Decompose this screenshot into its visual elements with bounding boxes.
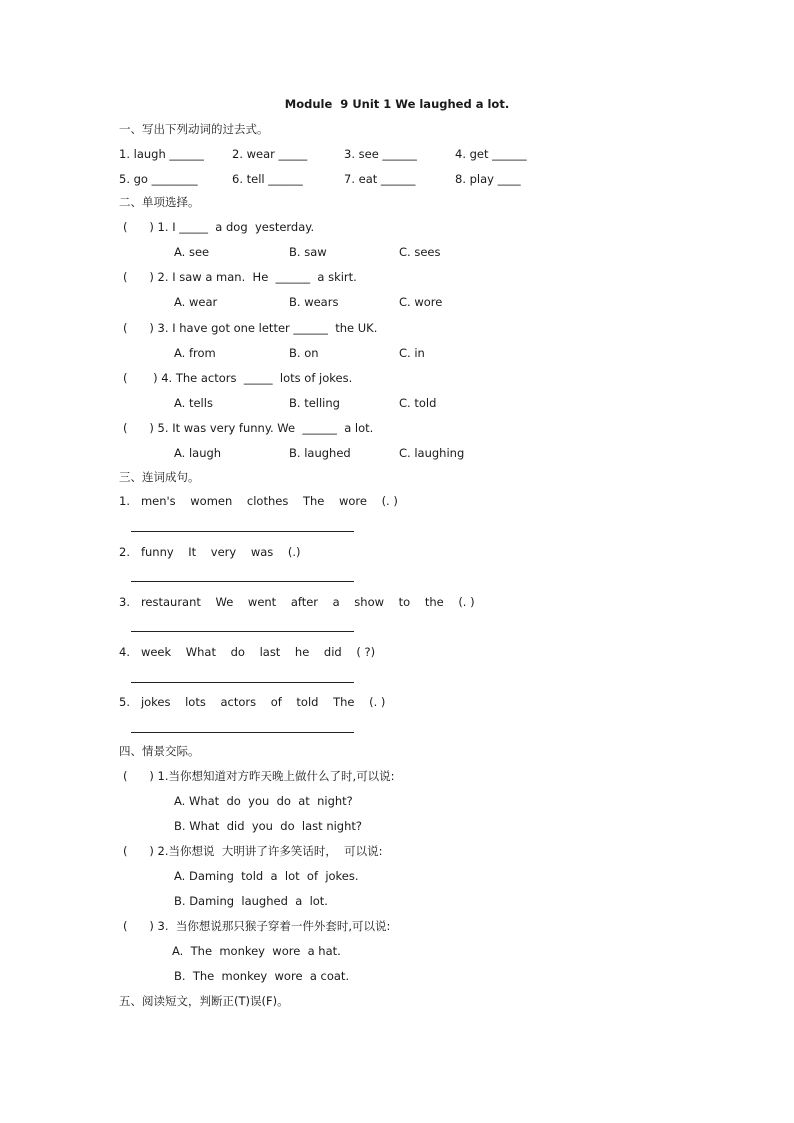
dialogue-question: ( ) 3. 当你想说那只猴子穿着一件外套时,可以说: — [123, 919, 391, 933]
verb-item: 8. play ____ — [455, 172, 521, 186]
option-b: B. What did you do last night? — [174, 819, 363, 833]
option-b: B. Daming laughed a lot. — [174, 894, 328, 908]
option-a: A. from — [174, 346, 216, 360]
choice-question: ( ) 4. The actors _____ lots of jokes. — [123, 371, 353, 385]
answer-line — [131, 732, 354, 733]
option-a: A. tells — [174, 396, 213, 410]
option-a: A. laugh — [174, 446, 222, 460]
verb-item: 4. get ______ — [455, 147, 527, 161]
option-b: B. on — [289, 346, 319, 360]
page-title: Module 9 Unit 1 We laughed a lot. — [284, 97, 510, 111]
option-b: B. saw — [289, 245, 327, 259]
choice-question: ( ) 1. I _____ a dog yesterday. — [123, 220, 315, 234]
answer-line — [131, 531, 354, 532]
choice-question: ( ) 5. It was very funny. We ______ a lot. — [123, 421, 374, 435]
choice-question: ( ) 3. I have got one letter ______ the UK. — [123, 321, 378, 335]
option-c: C. told — [399, 396, 437, 410]
option-a: A. Daming told a lot of jokes. — [174, 869, 359, 883]
verb-item: 5. go ________ — [119, 172, 198, 186]
dialogue-question: ( ) 1.当你想知道对方昨天晚上做什么了时,可以说: — [123, 769, 395, 783]
scrambled-sentence: 1. men's women clothes The wore (. ) — [119, 494, 398, 508]
option-b: B. wears — [289, 295, 339, 309]
answer-line — [131, 581, 354, 582]
section-5-heading: 五、阅读短文，判断正(T)误(F)。 — [119, 994, 289, 1008]
option-a: A. wear — [174, 295, 218, 309]
section-3-heading: 三、连词成句。 — [119, 470, 200, 484]
option-a: A. What do you do at night? — [174, 794, 353, 808]
section-2-heading: 二、单项选择。 — [119, 195, 200, 209]
option-c: C. laughing — [399, 446, 465, 460]
option-b: B. telling — [289, 396, 340, 410]
option-c: C. wore — [399, 295, 443, 309]
scrambled-sentence: 2. funny It very was (.) — [119, 545, 301, 559]
answer-line — [131, 631, 354, 632]
answer-line — [131, 682, 354, 683]
option-c: C. in — [399, 346, 425, 360]
dialogue-question: ( ) 2.当你想说 大明讲了许多笑话时， 可以说: — [123, 844, 383, 858]
option-a: A. see — [174, 245, 210, 259]
verb-item: 2. wear _____ — [232, 147, 308, 161]
option-c: C. sees — [399, 245, 441, 259]
option-b: B. laughed — [289, 446, 351, 460]
scrambled-sentence: 5. jokes lots actors of told The (. ) — [119, 695, 386, 709]
option-a: A. The monkey wore a hat. — [172, 944, 341, 958]
choice-question: ( ) 2. I saw a man. He ______ a skirt. — [123, 270, 357, 284]
section-1-heading: 一、写出下列动词的过去式。 — [119, 122, 269, 136]
scrambled-sentence: 4. week What do last he did ( ?) — [119, 645, 376, 659]
section-4-heading: 四、情景交际。 — [119, 744, 200, 758]
scrambled-sentence: 3. restaurant We went after a show to the (. ) — [119, 595, 475, 609]
option-b: B. The monkey wore a coat. — [174, 969, 350, 983]
verb-item: 7. eat ______ — [344, 172, 416, 186]
verb-item: 3. see ______ — [344, 147, 417, 161]
verb-item: 1. laugh ______ — [119, 147, 204, 161]
verb-item: 6. tell ______ — [232, 172, 303, 186]
